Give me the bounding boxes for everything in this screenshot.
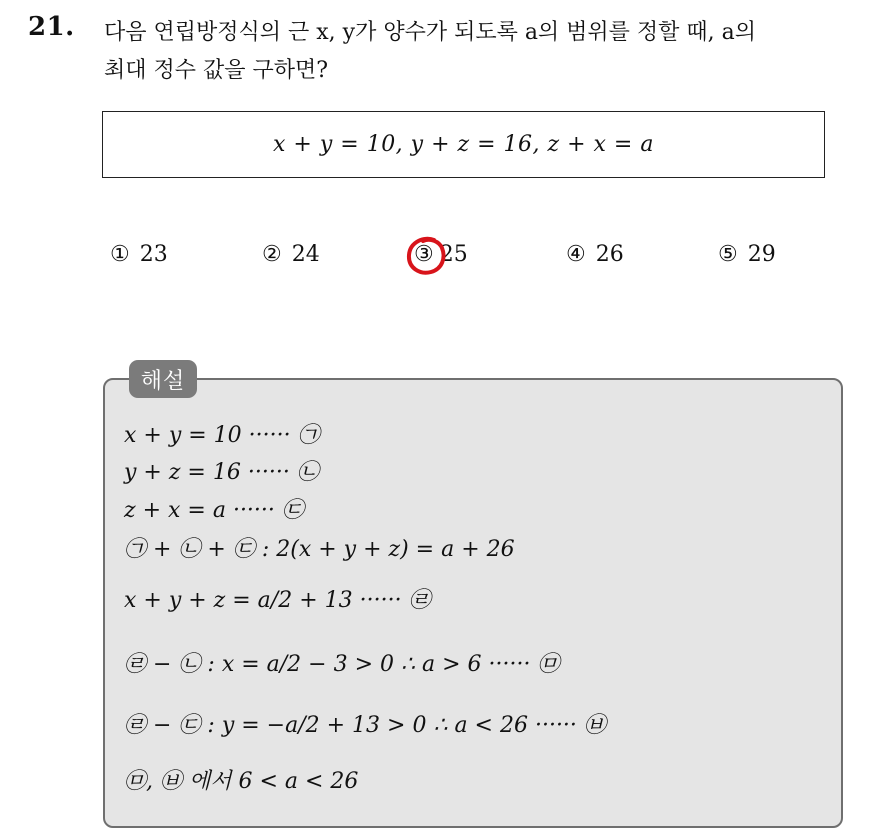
equation-system: x + y = 10, y + z = 16, z + x = a bbox=[273, 132, 654, 157]
choice-2[interactable] bbox=[262, 242, 320, 267]
choice-5[interactable] bbox=[718, 242, 776, 267]
solution-line-1: x + y = 10 ······ ㉠ bbox=[124, 423, 320, 448]
choice-1-value: 23 bbox=[139, 242, 168, 267]
choice-2-marker: ② bbox=[262, 242, 282, 267]
solution-line-2: y + z = 16 ······ ㉡ bbox=[124, 460, 319, 485]
choice-1-marker: ① bbox=[110, 242, 130, 267]
choice-5-marker: ⑤ bbox=[718, 242, 738, 267]
question-text bbox=[104, 14, 874, 90]
choice-5-value: 29 bbox=[747, 242, 776, 267]
solution-line-4: ㉠ + ㉡ + ㉢ : 2(x + y + z) = a + 26 bbox=[124, 537, 515, 562]
choice-4-marker: ④ bbox=[566, 242, 586, 267]
choice-4-value: 26 bbox=[595, 242, 624, 267]
solution-line-8: ㉤, ㉥ 에서 6 < a < 26 bbox=[124, 769, 359, 794]
solution-line-5: x + y + z = a/2 + 13 ······ ㉣ bbox=[124, 588, 431, 613]
choice-2-value: 24 bbox=[291, 242, 320, 267]
solution-line-7: ㉣ − ㉢ : y = −a/2 + 13 > 0 ∴ a < 26 ······ ㉥ bbox=[124, 713, 606, 738]
choice-3-marker: ③ bbox=[414, 242, 434, 267]
question-line-2: 최대 정수 값을 구하면? bbox=[104, 58, 329, 83]
solution-line-3: z + x = a ······ ㉢ bbox=[124, 498, 304, 523]
equation-box bbox=[102, 111, 825, 178]
choice-4[interactable] bbox=[566, 242, 624, 267]
solution-line-6: ㉣ − ㉡ : x = a/2 − 3 > 0 ∴ a > 6 ······ ㉤ bbox=[124, 652, 560, 677]
solution-tag: 해설 bbox=[129, 360, 197, 398]
choice-1[interactable] bbox=[110, 242, 168, 267]
question-line-1: 다음 연립방정식의 근 x, y가 양수가 되도록 a의 범위를 정할 때, a의 bbox=[104, 20, 757, 45]
choice-3-value: 25 bbox=[439, 242, 468, 267]
choice-3[interactable] bbox=[414, 242, 468, 267]
problem-number: 21. bbox=[28, 12, 75, 42]
answer-choices bbox=[0, 242, 884, 278]
